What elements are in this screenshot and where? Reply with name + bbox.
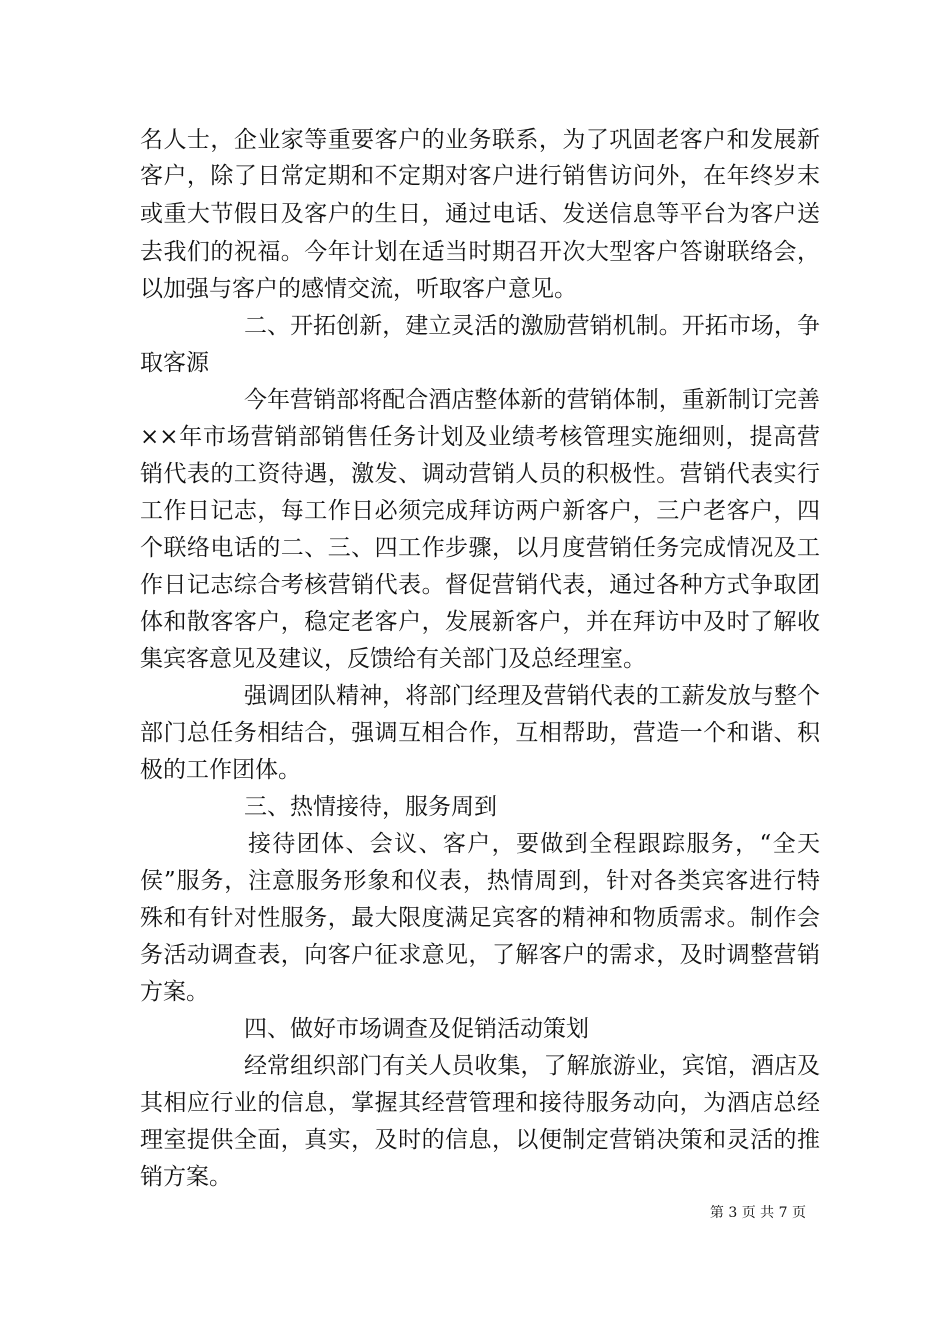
section-heading-line: 二、开拓创新，建立灵活的激励营销机制。开拓市场，争	[244, 313, 820, 339]
text-line: ××年市场营销部销售任务计划及业绩考核管理实施细则，提高营	[140, 424, 820, 450]
text-line: 或重大节假日及客户的生日，通过电话、发送信息等平台为客户送	[140, 201, 820, 227]
text-line: 集宾客意见及建议，反馈给有关部门及总经理室。	[140, 646, 646, 672]
text-line: 经常组织部门有关人员收集，了解旅游业，宾馆，酒店及	[244, 1053, 820, 1079]
text-line: 个联络电话的二、三、四工作步骤，以月度营销任务完成情况及工	[140, 535, 820, 561]
text-line: 工作日记志，每工作日必须完成拜访两户新客户，三户老客户，四	[140, 498, 820, 524]
text-line: 极的工作团体。	[140, 757, 301, 783]
text-line: 销方案。	[140, 1164, 232, 1190]
text-line: 体和散客客户，稳定老客户，发展新客户，并在拜访中及时了解收	[140, 609, 820, 635]
text-line: 接待团体、会议、客户，要做到全程跟踪服务，“全天	[248, 831, 820, 857]
text-line: 务活动调查表，向客户征求意见，了解客户的需求，及时调整营销	[140, 942, 820, 968]
text-line: 销代表的工资待遇，激发、调动营销人员的积极性。营销代表实行	[140, 461, 820, 487]
text-line: 作日记志综合考核营销代表。督促营销代表，通过各种方式争取团	[140, 572, 820, 598]
section-heading-line: 取客源	[140, 350, 209, 376]
text-line: 强调团队精神，将部门经理及营销代表的工薪发放与整个	[244, 683, 820, 709]
section-heading-line: 四、做好市场调查及促销活动策划	[244, 1016, 589, 1042]
text-line: 其相应行业的信息，掌握其经营管理和接待服务动向，为酒店总经	[140, 1090, 820, 1116]
text-line: 客户，除了日常定期和不定期对客户进行销售访问外，在年终岁末	[140, 163, 820, 189]
text-line: 今年营销部将配合酒店整体新的营销体制，重新制订完善	[244, 387, 820, 413]
text-line: 殊和有针对性服务，最大限度满足宾客的精神和物质需求。制作会	[140, 905, 820, 931]
text-line: 理室提供全面，真实，及时的信息，以便制定营销决策和灵活的推	[140, 1127, 820, 1153]
page-number-footer: 第 3 页 共 7 页	[709, 1205, 806, 1221]
text-line: 方案。	[140, 979, 209, 1005]
section-heading-line: 三、热情接待，服务周到	[244, 794, 497, 820]
text-line: 侯”服务，注意服务形象和仪表，热情周到，针对各类宾客进行特	[140, 868, 820, 894]
text-line: 去我们的祝福。今年计划在适当时期召开次大型客户答谢联络会，	[140, 239, 820, 265]
text-line: 部门总任务相结合，强调互相合作，互相帮助，营造一个和谐、积	[140, 720, 820, 746]
text-line: 以加强与客户的感情交流，听取客户意见。	[140, 276, 577, 302]
text-line: 名人士，企业家等重要客户的业务联系，为了巩固老客户和发展新	[140, 127, 820, 153]
